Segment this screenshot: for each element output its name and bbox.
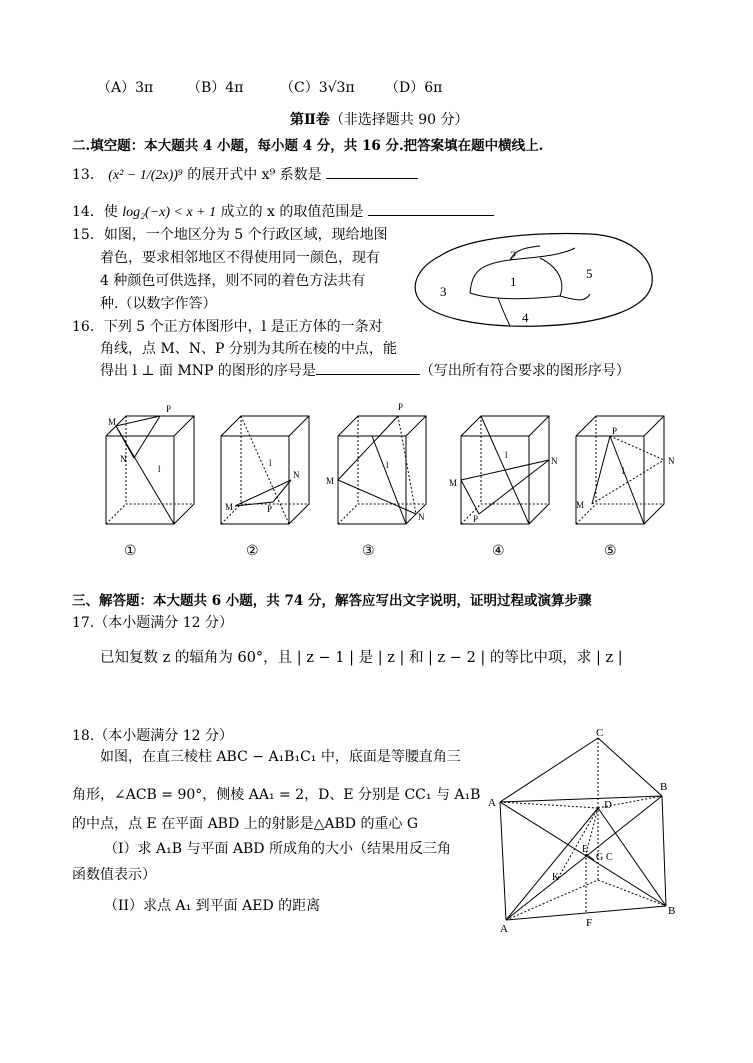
q16-number: 16． xyxy=(72,319,104,335)
map-label-2: 2 xyxy=(510,248,517,263)
question-15 xyxy=(72,224,388,316)
section2-title: 第Ⅱ卷 xyxy=(290,112,330,128)
section2-note: （非选择题共 90 分） xyxy=(329,112,469,128)
choice-c: （C）3√3π xyxy=(280,80,355,96)
q14-text-post: 成立的 x 的取值范围是 xyxy=(220,204,364,220)
map-border-4 xyxy=(470,293,590,300)
cube-figure-4 xyxy=(449,416,558,524)
fill-header: 二.填空题：本大题共 4 小题，每小题 4 分，共 16 分.把答案填在题中横线上. xyxy=(72,138,544,154)
fig18-label-f: F xyxy=(586,917,593,929)
q18-heading: 18.（本小题满分 12 分） xyxy=(72,728,233,744)
map-label-3: 3 xyxy=(440,284,447,299)
question-14 xyxy=(72,201,494,221)
q16-line-2: 角线，点 M、N、P 分别为其所在棱的中点，能 xyxy=(100,341,397,357)
q17-heading: 17.（本小题满分 12 分） xyxy=(72,615,233,631)
map-label-4: 4 xyxy=(522,310,529,325)
cube4-label-n: N xyxy=(551,456,558,466)
q17-body: 已知复数 z 的辐角为 60°，且 | z − 1 | 是 | z | 和 | z − 2 | 的等比中项，求 | z | xyxy=(100,650,623,666)
choice-b: （B）4π xyxy=(187,80,244,96)
q14-answer-blank[interactable] xyxy=(368,201,494,216)
q18-line-4: （I）求 A₁B 与平面 ABD 所成角的大小（结果用反三角 xyxy=(104,841,451,857)
q16-line-1: 下列 5 个正方体图形中，l 是正方体的一条对 xyxy=(103,319,383,335)
map-border-1 xyxy=(470,248,575,293)
q18-line-5: 函数值表示） xyxy=(72,867,156,883)
map-label-1: 1 xyxy=(510,274,517,289)
q18-line-3: 的中点，点 E 在平面 ABD 上的射影是△ABD 的重心 G xyxy=(72,816,419,832)
cube5-label-n: N xyxy=(668,456,675,466)
cube3-label-p: P xyxy=(398,402,404,412)
q16-line-3 xyxy=(72,363,630,379)
q15-number: 15． xyxy=(72,227,104,243)
fig18-label-a-bottom: A xyxy=(500,923,508,935)
map-outline xyxy=(415,234,652,327)
cube-figure-5 xyxy=(576,416,675,524)
question-16 xyxy=(72,316,630,382)
q16-cube-figures xyxy=(100,398,690,566)
cube-figure-1 xyxy=(106,404,194,524)
q13-number: 13． xyxy=(72,167,104,183)
fig18-label-a-top: A xyxy=(488,797,496,809)
cube1-label-p: P xyxy=(166,404,172,414)
q16-line-3-post: （写出所有符合要求的图形序号） xyxy=(419,363,630,379)
cube-figure-2 xyxy=(221,416,309,524)
cube5-label-m: M xyxy=(576,500,585,510)
cube-figure-3 xyxy=(326,402,426,524)
cube4-label-p: P xyxy=(473,514,479,524)
q16-answer-blank[interactable] xyxy=(316,360,420,375)
q14-number: 14． xyxy=(72,204,104,220)
figure-number-1: ① xyxy=(124,544,137,559)
q13-text: 的展开式中 x⁹ 系数是 xyxy=(187,167,322,183)
q15-line-2: 着色，要求相邻地区不得使用同一颜色，现有 xyxy=(100,250,380,266)
map-label-5: 5 xyxy=(586,266,593,281)
q15-region-map xyxy=(410,228,660,330)
choice-d: （D）6π xyxy=(385,80,443,96)
q15-line-4: 种.（以数字作答） xyxy=(100,296,217,312)
q18-line-2: 角形，∠ACB = 90°，侧棱 AA₁ = 2，D、E 分别是 CC₁ 与 A₁B xyxy=(72,787,481,803)
fig18-label-c-top: C xyxy=(596,728,604,739)
cube5-label-p: P xyxy=(612,426,618,436)
q18-line-1: 如图，在直三棱柱 ABC − A₁B₁C₁ 中，底面是等腰直角三 xyxy=(100,749,461,765)
q14-text-pre: 使 xyxy=(103,204,118,220)
q16-line-3-pre: 得出 l ⊥ 面 MNP 的图形的序号是 xyxy=(100,363,316,379)
fig18-label-k: K xyxy=(552,872,560,883)
q18-prism-figure xyxy=(486,728,686,938)
fig18-label-c-bottom: C xyxy=(606,852,613,863)
fig18-label-d: D xyxy=(604,799,612,811)
cube2-label-m: M xyxy=(225,502,234,512)
cube4-label-l: l xyxy=(505,450,508,460)
fig18-label-b-top: B xyxy=(660,781,668,793)
q15-line-1: 如图，一个地区分为 5 个行政区域，现给地图 xyxy=(103,227,388,243)
cube3-label-l: l xyxy=(386,460,389,470)
q15-line-3: 4 种颜色可供选择，则不同的着色方法共有 xyxy=(100,273,366,289)
q13-answer-blank[interactable] xyxy=(326,164,418,179)
figure-number-5: ⑤ xyxy=(604,544,617,559)
fig18-label-b-bottom: B xyxy=(668,905,676,917)
figure-number-3: ③ xyxy=(362,544,375,559)
figure-number-2: ② xyxy=(246,544,259,559)
cube3-label-m: M xyxy=(326,476,335,486)
question-13 xyxy=(72,164,418,184)
q14-expression: log₂(−x) < x + 1 xyxy=(122,205,217,220)
figure-number-4: ④ xyxy=(492,544,505,559)
cube1-label-m: M xyxy=(108,417,117,427)
cube1-label-l: l xyxy=(158,464,161,474)
section2-header xyxy=(290,109,469,129)
fig18-label-g: G xyxy=(596,852,604,863)
q13-expression: (x² − 1/(2x))⁹ xyxy=(108,168,183,183)
map-border-3 xyxy=(540,258,562,296)
cube2-label-l: l xyxy=(269,458,272,468)
cube3-label-n: N xyxy=(418,512,425,522)
q18-line-6: （II）求点 A₁ 到平面 AED 的距离 xyxy=(104,898,321,914)
cube1-label-n: N xyxy=(120,454,127,464)
choice-a: （A）3π xyxy=(97,80,154,96)
solve-header: 三、解答题：本大题共 6 小题，共 74 分，解答应写出文字说明，证明过程或演算步骤 xyxy=(72,593,592,609)
cube2-label-n: N xyxy=(293,470,300,480)
cube2-label-p: P xyxy=(267,504,273,514)
cube4-label-m: M xyxy=(449,478,458,488)
fig18-label-e: E xyxy=(582,844,589,855)
cube5-label-l: l xyxy=(622,466,625,476)
